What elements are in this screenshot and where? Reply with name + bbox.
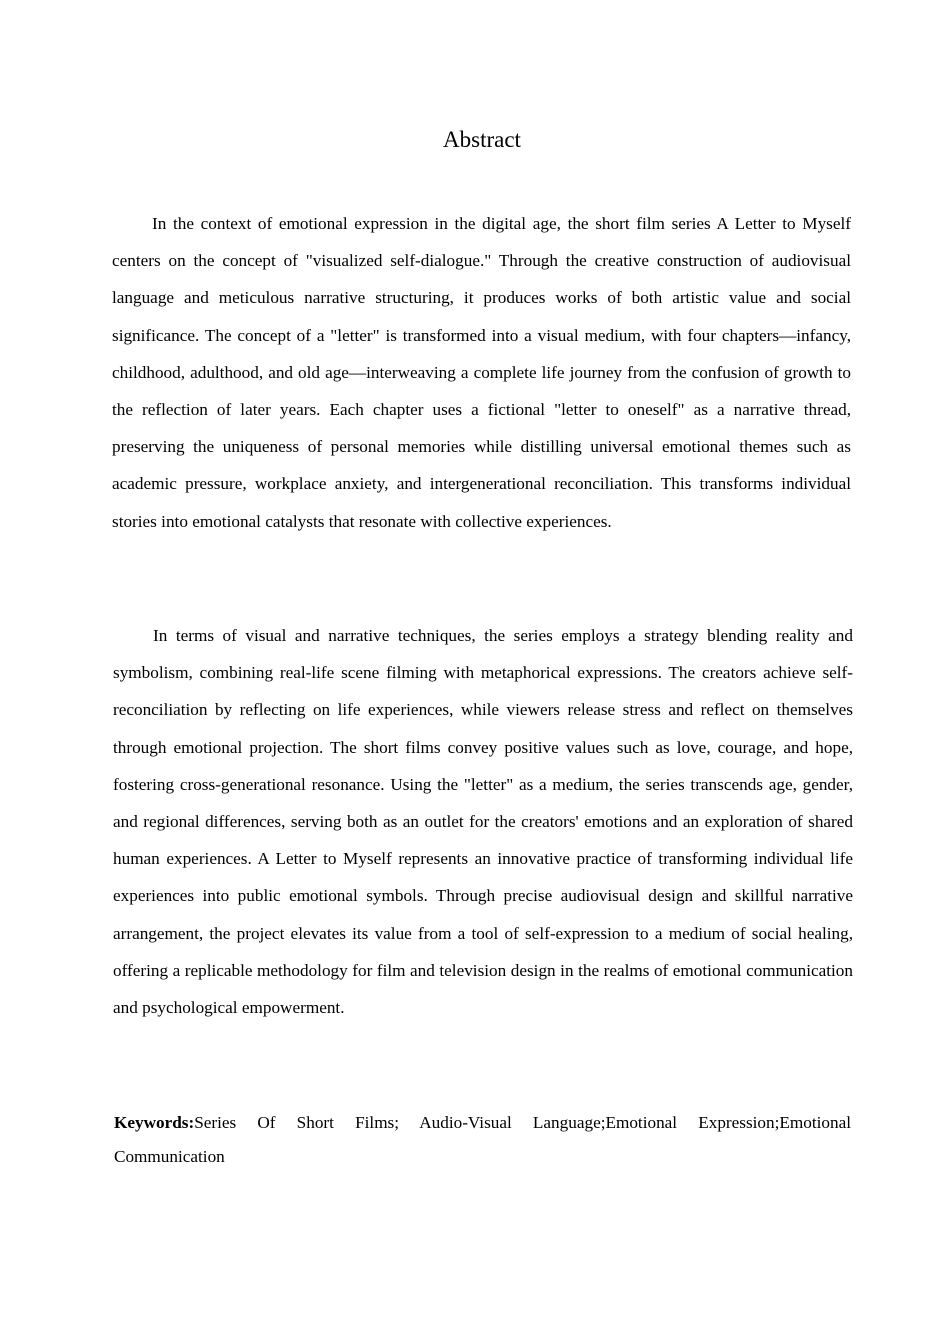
keywords-text: Series Of Short Films; Audio-Visual Language;Emotional Expression;Emotional Communication <box>114 1113 851 1166</box>
abstract-paragraph-2: In terms of visual and narrative techniques, the series employs a strategy blending reality and symbolism, combining real-life scene filming with metaphorical expressions. The creators achieve self-reconciliation by reflecting on life experiences, while viewers release stress and reflect on themselves through emotional projection. The short films convey positive values such as love, courage, and hope, fostering cross-generational resonance. Using the "letter" as a medium, the series transcends age, gender, and regional differences, serving both as an outlet for the creators' emotions and an exploration of shared human experiences. A Letter to Myself represents an innovative practice of transforming individual life experiences into public emotional symbols. Through precise audiovisual design and skillful narrative arrangement, the project elevates its value from a tool of self-expression to a medium of social healing, offering a replicable methodology for film and television design in the realms of emotional communication and psychological empowerment. <box>113 626 853 1018</box>
keywords-label: Keywords: <box>114 1113 195 1132</box>
keywords-line <box>114 1106 851 1174</box>
abstract-title: Abstract <box>443 127 521 152</box>
abstract-paragraph-1: In the context of emotional expression in the digital age, the short film series A Letter to Myself centers on the concept of "visualized self-dialogue." Through the creative construction of audiovisual language and meticulous narrative structuring, it produces works of both artistic value and social significance. The concept of a "letter" is transformed into a visual medium, with four chapters—infancy, childhood, adulthood, and old age—interweaving a complete life journey from the confusion of growth to the reflection of later years. Each chapter uses a fictional "letter to oneself" as a narrative thread, preserving the uniqueness of personal memories while distilling universal emotional themes such as academic pressure, workplace anxiety, and intergenerational reconciliation. This transforms individual stories into emotional catalysts that resonate with collective experiences. <box>112 214 851 531</box>
